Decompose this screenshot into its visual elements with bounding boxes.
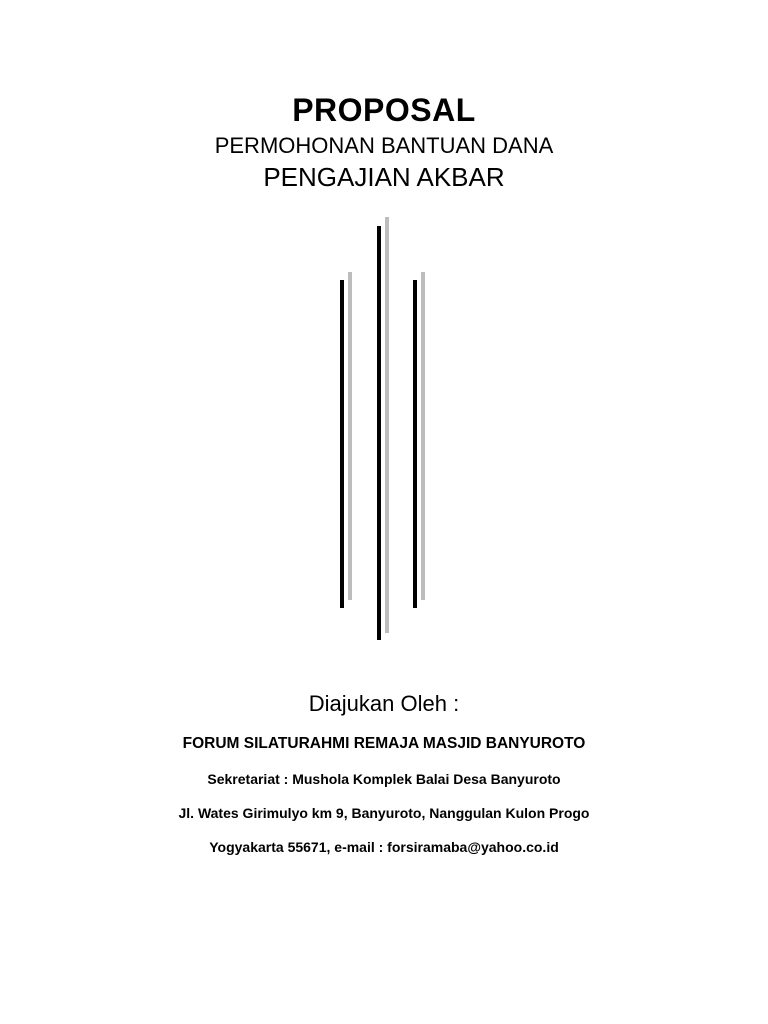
proposal-subtitle-line1: PERMOHONAN BANTUAN DANA xyxy=(214,133,554,158)
organization-name: FORUM SILATURAHMI REMAJA MASJID BANYUROTO xyxy=(182,735,586,752)
proposal-title: PROPOSAL xyxy=(292,92,476,128)
decorative-bar-center-dark xyxy=(377,226,381,640)
submitted-by-label: Diajukan Oleh : xyxy=(308,691,460,716)
address-line: Jl. Wates Girimulyo km 9, Banyuroto, Nanggulan Kulon Progo xyxy=(178,805,590,821)
decorative-bar-left-dark xyxy=(340,280,344,608)
city-email-line: Yogyakarta 55671, e-mail : forsiramaba@yahoo.co.id xyxy=(209,839,559,855)
secretariat-line: Sekretariat : Mushola Komplek Balai Desa Banyuroto xyxy=(207,771,561,787)
proposal-subtitle-line2: PENGAJIAN AKBAR xyxy=(263,162,505,192)
decorative-bar-right-dark xyxy=(413,280,417,608)
decorative-bar-left-light xyxy=(348,272,352,600)
decorative-bar-center-light xyxy=(385,217,389,633)
decorative-bar-right-light xyxy=(421,272,425,600)
